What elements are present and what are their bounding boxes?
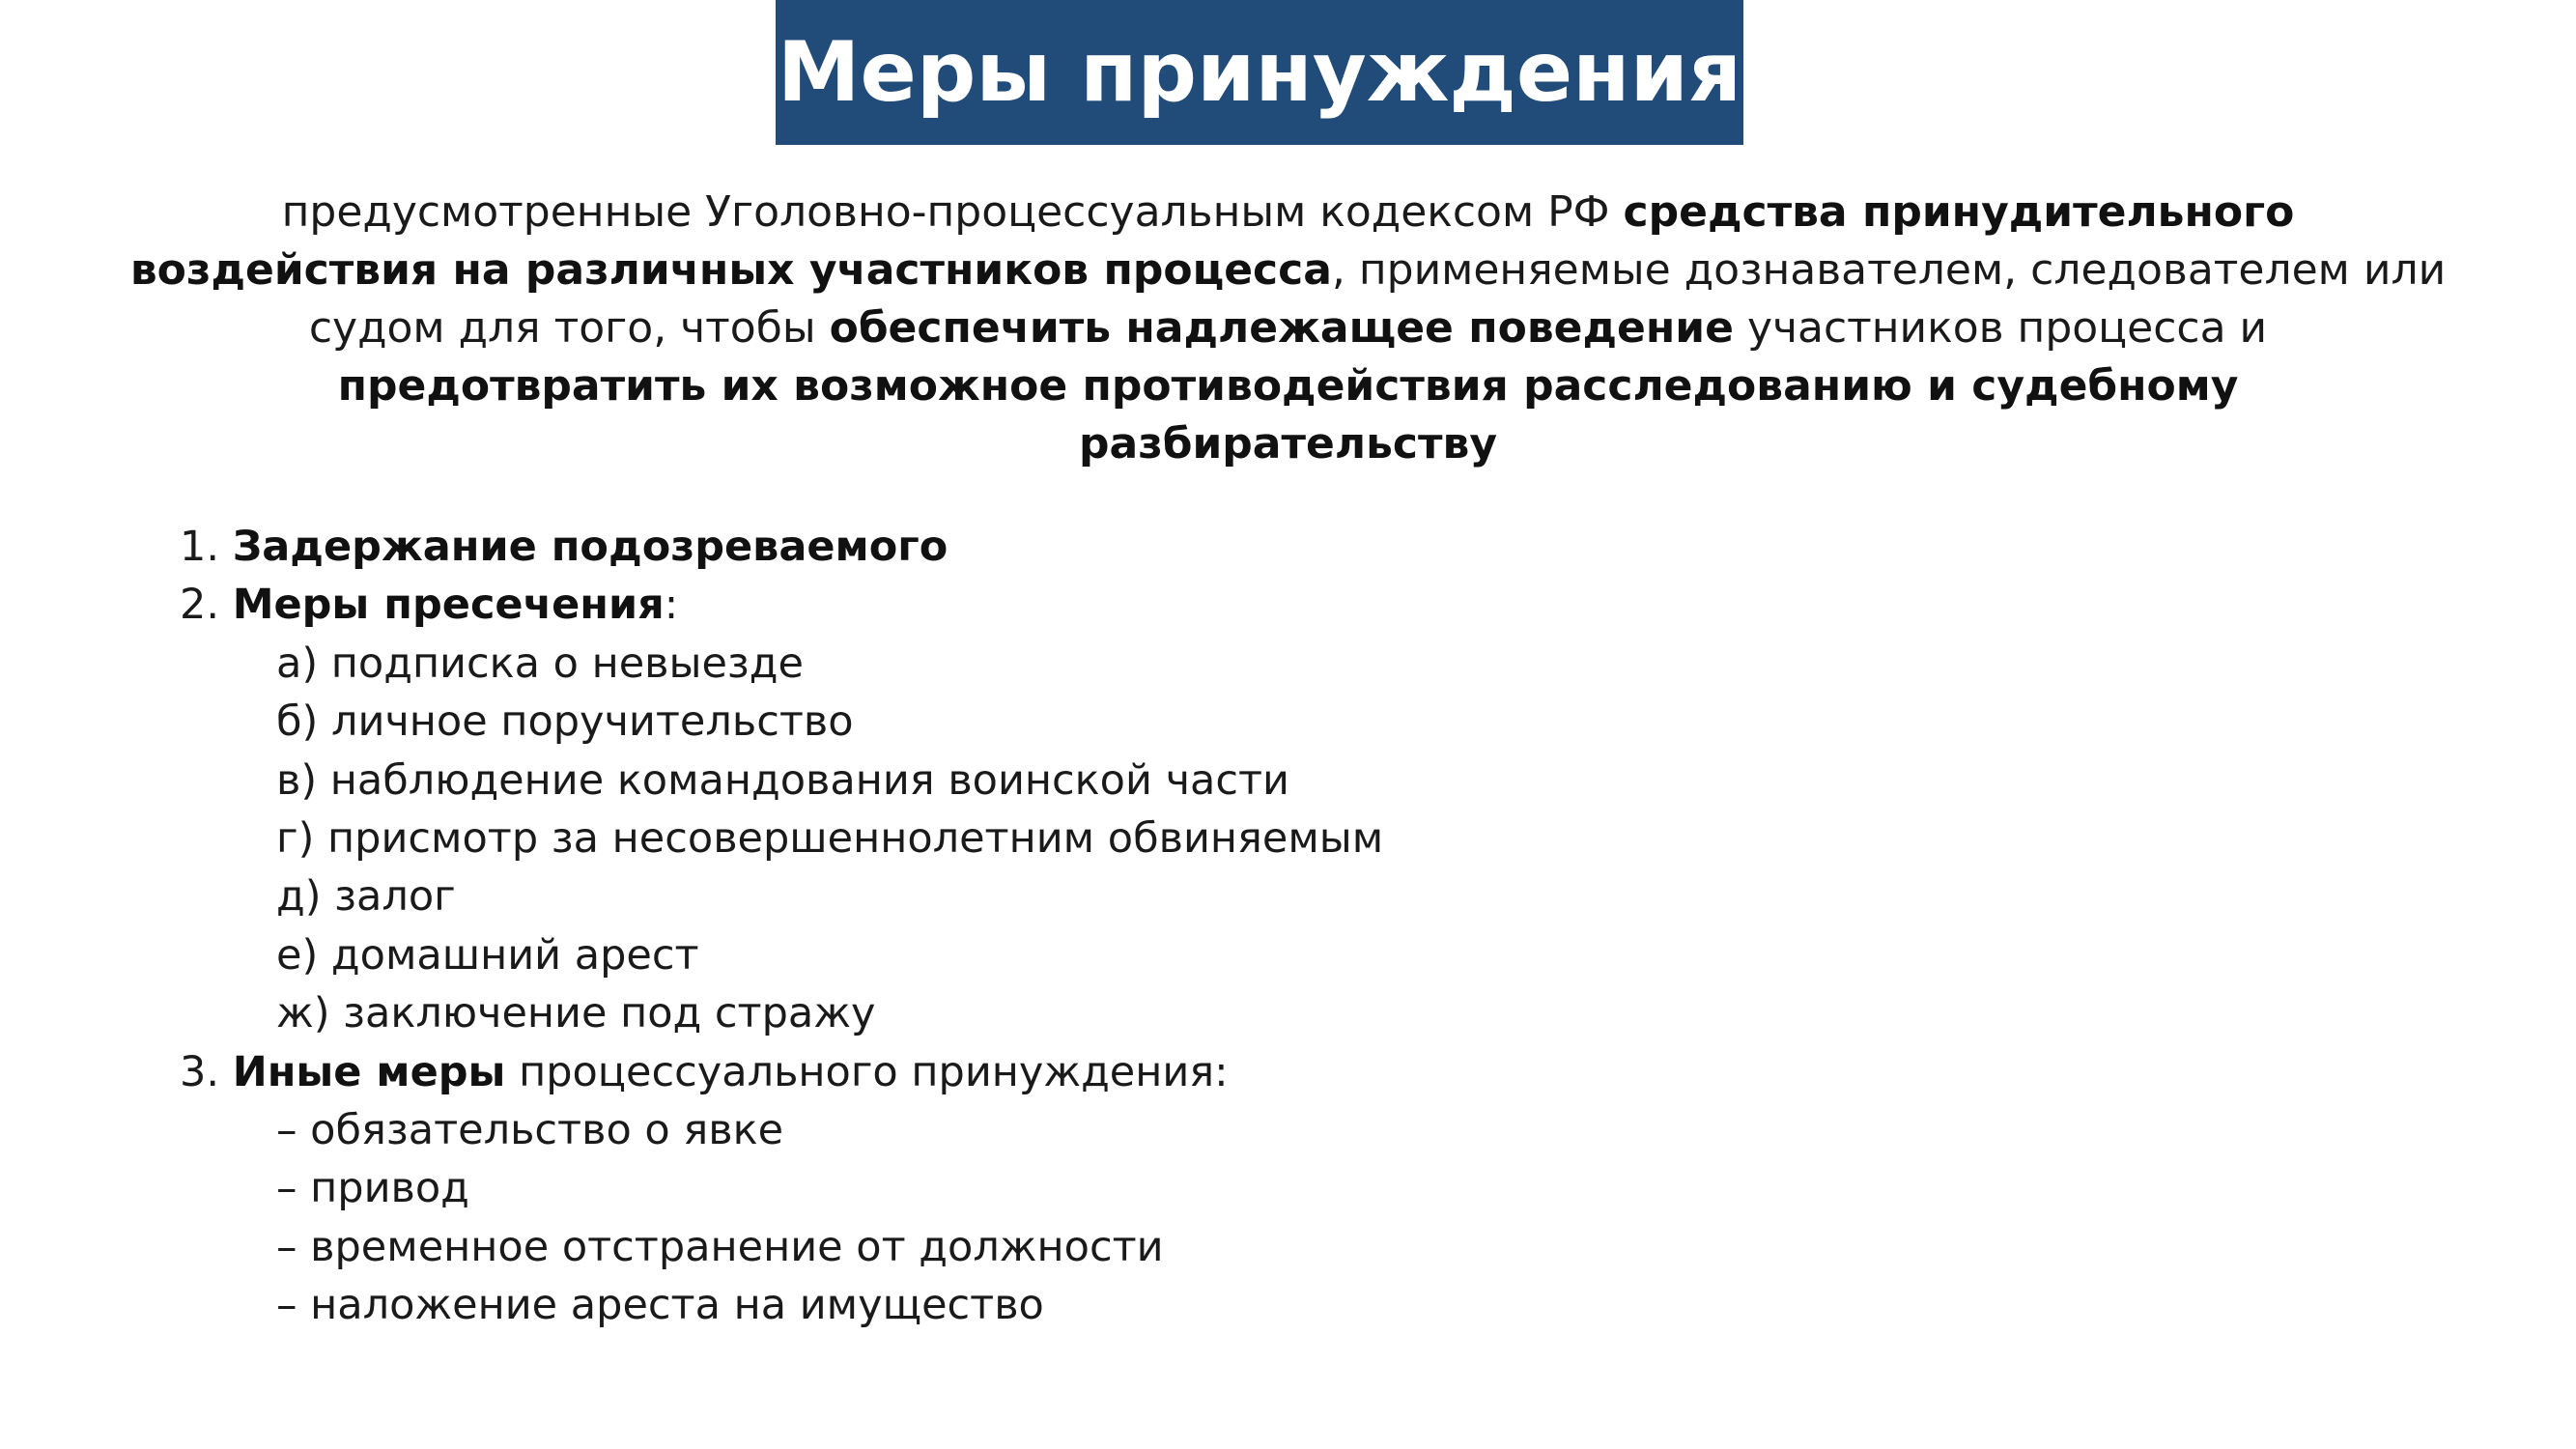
list-subitem: – обязательство о явке [276,1105,784,1154]
list-item-other-measures [180,1043,2401,1101]
definition-paragraph [126,184,2450,473]
item-title: Меры пресечения [232,581,665,630]
list-subitem: ж) заключение под стражу [276,989,876,1038]
list-subitem: г) присмотр за несовершеннолетним обвиняемым [276,813,1384,863]
item-title: Иные меры [232,1047,506,1096]
list-subitem: – наложение ареста на имущество [276,1281,1044,1330]
definition-text: , применяемые дознавателем, следователем или судом для того, чтобы [308,245,2447,353]
definition-emphasis: обеспечить надлежащее поведение [829,303,1734,353]
list-subitem: д) залог [276,872,456,922]
list-subitem: – привод [276,1164,469,1213]
list-item-preventive-measures [180,576,2401,634]
measures-list [180,518,2401,1334]
list-subitem: е) домашний арест [276,930,699,980]
item-number: 1. [180,523,233,571]
definition-emphasis: средства принудительного воздействия на различных участников процесса [129,187,2295,295]
list-item-detention [180,518,2401,576]
item-number: 3. [180,1047,233,1096]
definition-text: предусмотренные Уголовно-процессуальным кодексом РФ [281,187,1624,237]
list-subitem: а) подписка о невыезде [276,639,804,688]
list-subitem: – временное отстранение от должности [276,1222,1164,1271]
page-title: Меры принуждения [777,24,1742,121]
item-suffix: : [664,581,679,630]
list-subitem: в) наблюдение командования воинской части [276,755,1289,805]
title-banner [776,0,1743,145]
definition-text: участников процесса и [1733,303,2268,353]
item-suffix: процессуального принуждения: [505,1047,1229,1096]
list-subitem: б) личное поручительство [276,697,854,747]
item-number: 2. [180,581,233,630]
item-title: Задержание подозреваемого [232,523,948,571]
definition-emphasis: предотвратить их возможное противодействия расследованию и судебному разбирательству [337,361,2239,469]
